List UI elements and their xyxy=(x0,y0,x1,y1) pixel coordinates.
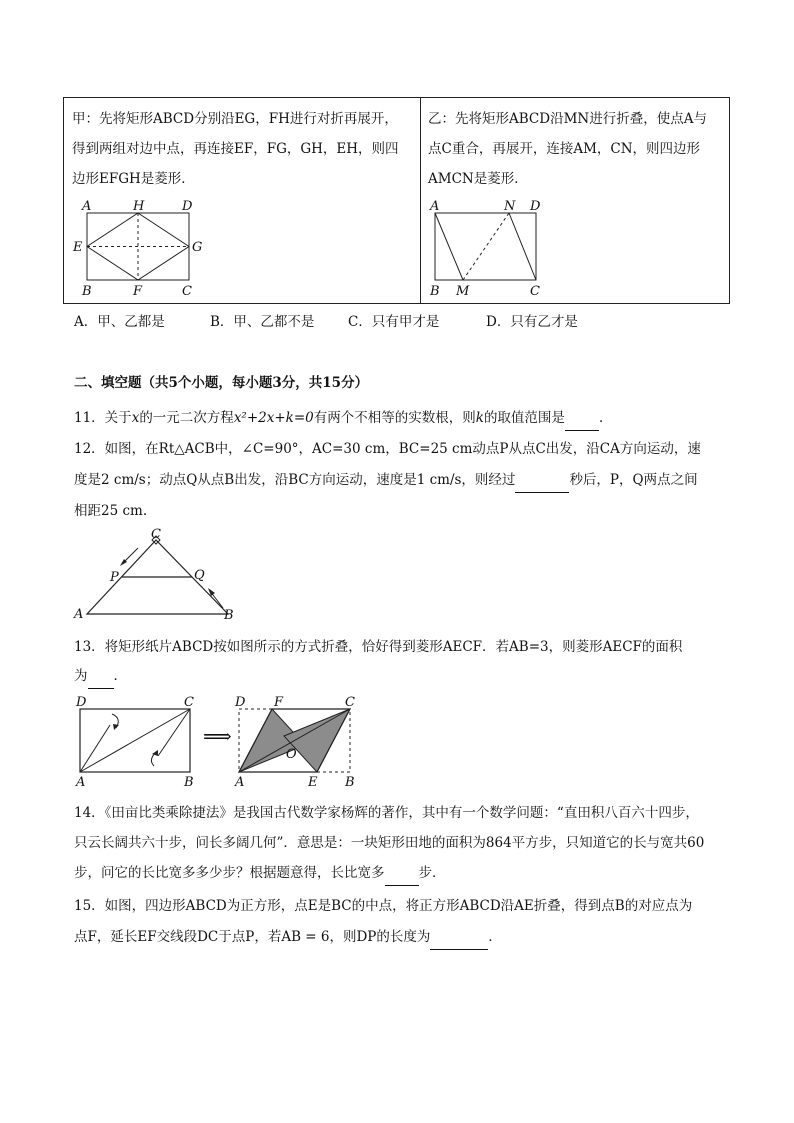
q13-line-2a: 为 xyxy=(74,668,88,684)
q12-label-q: Q xyxy=(194,568,205,583)
yi-rectangle xyxy=(435,213,536,280)
q15-line-2a: 点F，延长EF交线段DC于点P，若AB = 6，则DP的长度为 xyxy=(74,929,431,945)
q14-line-3 xyxy=(74,863,446,886)
q12-answer-blank xyxy=(515,472,569,493)
q12-line-3: 相距25 cm. xyxy=(74,503,148,519)
yi-label-a: A xyxy=(430,199,440,214)
q12-line-2a: 度是2 cm/s；动点Q从点B出发，沿BC方向运动，速度是1 cm/s，则经过 xyxy=(74,472,516,488)
q13-line-1: 13．将矩形纸片ABCD按如图所示的方式折叠，恰好得到菱形AECF．若AB=3，则菱形AECF的面积 xyxy=(74,639,683,655)
q13-curved-arrow-head-1 xyxy=(113,724,119,730)
q15-answer-blank xyxy=(430,929,488,950)
q10-yi-line-2: 点C重合，再展开，连接AM，CN，则四边形 xyxy=(428,141,701,157)
q12-label-c: C xyxy=(151,527,161,542)
q13-right-label-f: F xyxy=(274,695,284,710)
yi-label-b: B xyxy=(430,284,440,299)
yi-label-c: C xyxy=(530,284,540,299)
q10-table-divider xyxy=(420,97,421,304)
q11-text-c: 有两个不相等的实数根，则 xyxy=(313,410,476,426)
q13-left-fold-1 xyxy=(80,725,110,772)
q10-option-a: A．甲、乙都是 xyxy=(74,314,165,330)
q11-answer-blank xyxy=(565,410,599,431)
q15-line-2b: ． xyxy=(488,929,502,945)
q13-left-label-c: C xyxy=(184,695,194,710)
q11-text-a: 11．关于 xyxy=(74,410,132,426)
q14-line-2: 只云长阔共六十步，问长多阔几何”．意思是：一块矩形田地的面积为864平方步，只知道它的长与宽共60 xyxy=(74,835,705,851)
q10-option-c: C．只有甲才是 xyxy=(348,314,440,330)
jia-label-c: C xyxy=(182,284,192,299)
q10-yi-figure xyxy=(424,196,554,300)
q13-implies-arrow: ⟹ xyxy=(203,724,232,748)
q13-right-label-a: A xyxy=(235,775,245,790)
q14-line-3b: 步． xyxy=(418,865,446,881)
q14-answer-blank xyxy=(385,865,419,886)
q11-text-b: 的一元二次方程 xyxy=(139,410,234,426)
q13-right-label-c: C xyxy=(345,695,355,710)
jia-label-a: A xyxy=(82,199,92,214)
yi-label-d: D xyxy=(530,199,541,214)
q13-left-label-d: D xyxy=(76,695,87,710)
q11-var-k: k xyxy=(475,410,484,426)
q11-text xyxy=(74,408,612,431)
q13-line-2b: ． xyxy=(113,668,127,684)
q13-left-label-b: B xyxy=(184,775,194,790)
q10-yi-line-3: AMCN是菱形． xyxy=(428,171,528,187)
yi-label-m: M xyxy=(456,284,470,299)
jia-label-d: D xyxy=(182,199,193,214)
q13-left-label-a: A xyxy=(76,775,86,790)
q13-right-label-o: O xyxy=(286,747,297,762)
q11-end: ． xyxy=(598,410,613,426)
q12-line-1: 12．如图，在Rt△ACB中，∠C=90°，AC=30 cm，BC=25 cm动点P从点C出发，沿CA方向运动，速 xyxy=(74,441,701,457)
q13-answer-blank xyxy=(88,668,114,689)
q10-jia-line-3: 边形EFGH是菱形． xyxy=(72,171,195,187)
q13-right-label-d: D xyxy=(235,695,246,710)
q13-right-figure xyxy=(232,692,362,790)
jia-label-g: G xyxy=(192,240,203,255)
yi-fold-line-mn xyxy=(463,213,509,280)
q13-left-fold-2 xyxy=(158,709,190,756)
q12-triangle-figure xyxy=(70,526,245,622)
q12-label-p: P xyxy=(110,570,119,585)
jia-label-f: F xyxy=(133,284,143,299)
q11-var-x: x xyxy=(131,410,140,426)
q11-equation: x²+2x+k=0 xyxy=(233,410,314,426)
q10-jia-line-1: 甲：先将矩形ABCD分别沿EG，FH进行对折再展开， xyxy=(72,111,398,127)
q13-right-label-b: B xyxy=(345,775,355,790)
q10-option-d: D．只有乙才是 xyxy=(486,314,578,330)
section-2-title: 二、填空题（共5个小题，每小题3分，共15分） xyxy=(74,375,369,391)
q15-line-2 xyxy=(74,927,502,950)
jia-label-b: B xyxy=(82,284,92,299)
jia-label-e: E xyxy=(73,240,83,255)
q11-text-d: 的取值范围是 xyxy=(483,410,565,426)
q10-option-b: B．甲、乙都不是 xyxy=(210,314,315,330)
q15-line-1: 15．如图，四边形ABCD为正方形，点E是BC的中点，将正方形ABCD沿AE折叠，得到点B的对应点为 xyxy=(74,898,693,914)
q13-right-label-e: E xyxy=(308,775,318,790)
yi-label-n: N xyxy=(504,199,516,214)
q10-jia-line-2: 得到两组对边中点，再连接EF，FG，GH，EH，则四 xyxy=(72,141,399,157)
yi-segment-am xyxy=(435,213,463,280)
q10-yi-line-1: 乙：先将矩形ABCD沿MN进行折叠，使点A与 xyxy=(428,111,707,127)
q12-line-2b: 秒后，P，Q两点之间 xyxy=(569,472,698,488)
q13-line-2 xyxy=(74,666,127,689)
q14-line-1: 14．《田亩比类乘除捷法》是我国古代数学家杨辉的著作，其中有一个数学问题：“直田积八百六十四步， xyxy=(74,805,699,821)
q10-jia-figure xyxy=(70,196,210,300)
q12-line-2 xyxy=(74,470,698,493)
jia-label-h: H xyxy=(133,199,145,214)
q12-label-b: B xyxy=(224,608,234,622)
q13-left-figure xyxy=(70,692,200,790)
q13-left-diagonal xyxy=(80,709,190,772)
yi-segment-cn xyxy=(509,213,536,280)
q12-label-a: A xyxy=(74,607,84,622)
q14-line-3a: 步，问它的长比宽多多少步？根据题意得，长比宽多 xyxy=(74,865,385,881)
